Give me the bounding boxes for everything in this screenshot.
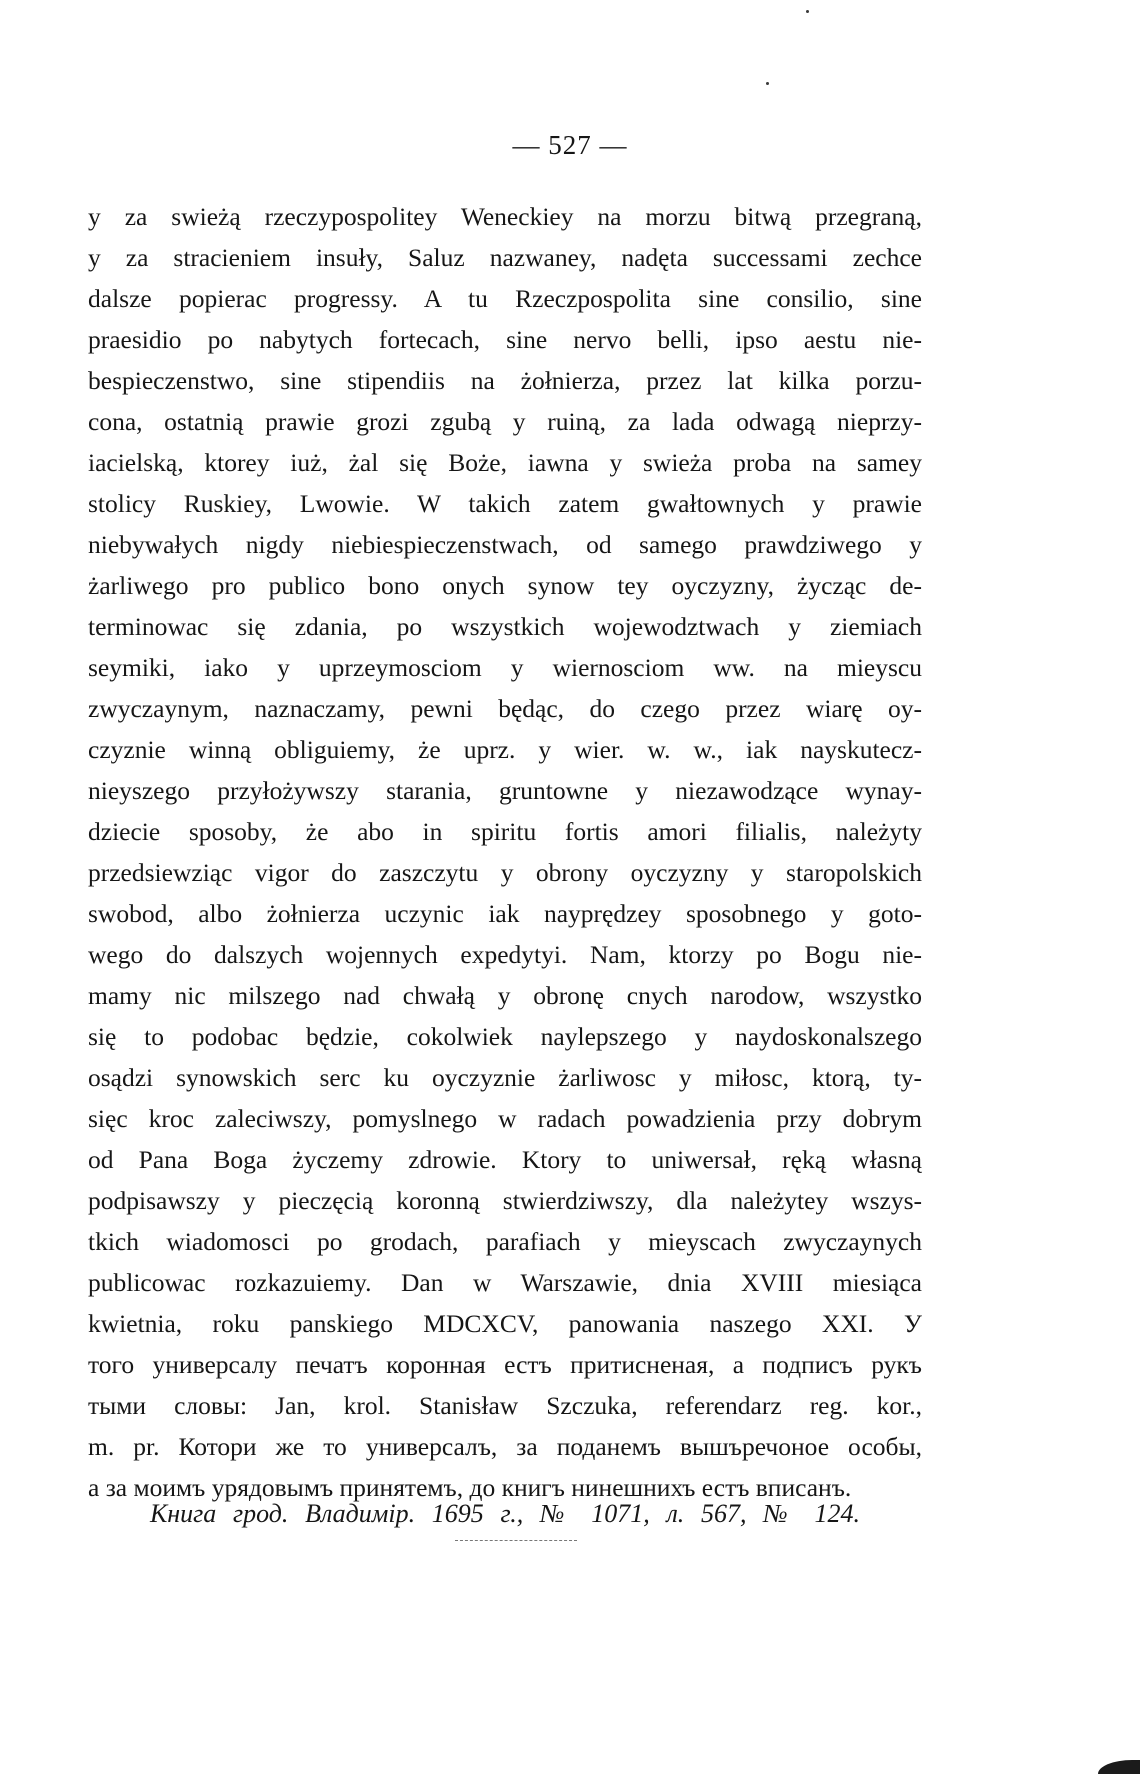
text-line: terminowac się zdania, po wszystkich wojewodztwach y ziemiach <box>88 612 922 641</box>
text-line: seymiki, iako y uprzeymosciom y wiernosciom ww. na mieyscu <box>88 653 922 682</box>
scan-speck <box>806 10 809 13</box>
text-line: wego do dalszych wojennych expedytyi. Nam, ktorzy po Bogu nie- <box>88 940 922 969</box>
text-line: nieyszego przyłożywszy starania, gruntowne y niezawodzące wynay- <box>88 776 922 805</box>
text-line: przedsiewziąc vigor do zaszczytu y obrony oyczyzny y staropolskich <box>88 858 922 887</box>
text-line: stolicy Ruskiey, Lwowie. W takich zatem gwałtownych y prawie <box>88 489 922 518</box>
page-number: — 527 — <box>512 130 628 160</box>
text-line: od Pana Boga życzemy zdrowie. Ktory to uniwersał, ręką własną <box>88 1145 922 1174</box>
text-line: dalsze popierac progressy. A tu Rzeczpospolita sine consilio, sine <box>88 284 922 313</box>
text-line: niebywałych nigdy niebiespieczenstwach, od samego prawdziwego y <box>88 530 922 559</box>
text-line: тыми словы: Jan, krol. Stanisław Szczuka, referendarz reg. kor., <box>88 1391 922 1420</box>
citation-rule <box>455 1540 577 1541</box>
text-line: tkich wiadomosci po grodach, parafiach y mieyscach zwyczaynych <box>88 1227 922 1256</box>
text-line: podpisawszy y pieczęcią koronną stwierdziwszy, dla należytey wszys- <box>88 1186 922 1215</box>
text-line: zwyczaynym, naznaczamy, pewni będąc, do czego przez wiarę oy- <box>88 694 922 723</box>
text-line: kwietnia, roku panskiego MDCXCV, panowania naszego XXI. У <box>88 1309 922 1338</box>
scan-edge-mark <box>1098 1760 1140 1774</box>
text-line: praesidio po nabytych fortecach, sine nervo belli, ipso aestu nie- <box>88 325 922 354</box>
text-line: bespieczenstwo, sine stipendiis na żołnierza, przez lat kilka porzu- <box>88 366 922 395</box>
text-line: а за моимъ урядовымъ принятемъ, до книгъ нинешнихъ естъ вписанъ. <box>88 1473 852 1502</box>
text-line: iacielską, ktorey iuż, żal się Boże, iawna y swieża proba na samey <box>88 448 922 477</box>
text-line: mamy nic milszego nad chwałą y obronę cnych narodow, wszystko <box>88 981 922 1010</box>
text-line: y za swieżą rzeczypospolitey Weneckiey na morzu bitwą przegraną, <box>88 202 922 231</box>
text-line: publicowac rozkazuiemy. Dan w Warszawie, dnia XVIII miesiąca <box>88 1268 922 1297</box>
text-line: того универсалу печатъ коронная естъ притисненая, а подписъ рукъ <box>88 1350 922 1379</box>
scan-speck <box>766 82 769 85</box>
text-line: czyznie winną obliguiemy, że uprz. y wier. w. w., iak nayskutecz- <box>88 735 922 764</box>
text-line: cona, ostatnią prawie grozi zgubą y ruiną, za lada odwagą nieprzy- <box>88 407 922 436</box>
text-line: m. pr. Котори же то универсалъ, за поданемъ вышъречоное особы, <box>88 1432 922 1461</box>
body-text <box>88 196 922 1508</box>
text-line: dziecie sposoby, że abo in spiritu fortis amori filialis, należyty <box>88 817 922 846</box>
archival-citation: Книга грод. Владимір. 1695 г., № 1071, л. 567, № 124. <box>150 1499 860 1528</box>
text-line: swobod, albo żołnierza uczynic iak nayprędzey sposobnego y goto- <box>88 899 922 928</box>
text-line: sięc kroc zaleciwszy, pomyslnego w radach powadzienia przy dobrym <box>88 1104 922 1133</box>
text-line: osądzi synowskich serc ku oyczyznie żarliwosc y miłosc, ktorą, ty- <box>88 1063 922 1092</box>
text-line: żarliwego pro publico bono onych synow tey oyczyzny, życząc de- <box>88 571 922 600</box>
text-line: y za stracieniem insuły, Saluz nazwaney, nadęta successami zechce <box>88 243 922 272</box>
text-line: się to podobac będzie, cokolwiek naylepszego y naydoskonalszego <box>88 1022 922 1051</box>
